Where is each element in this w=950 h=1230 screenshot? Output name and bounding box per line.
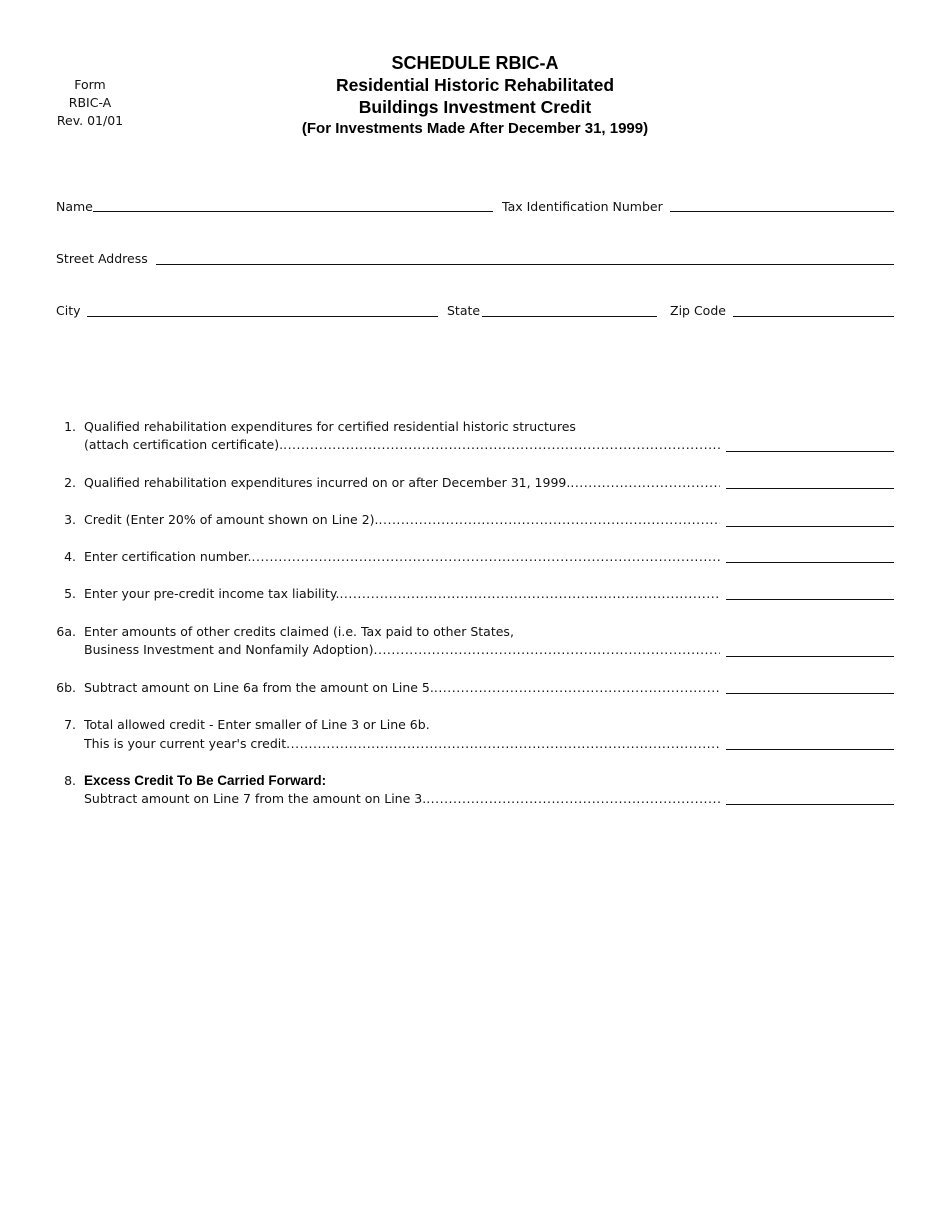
line-text-continued [84, 735, 720, 753]
line-text-row [84, 474, 720, 492]
line-number: 5. [64, 586, 76, 601]
form-title [230, 52, 720, 140]
line-text-second: This is your current year's credit [84, 736, 287, 751]
schedule-title: SCHEDULE RBIC-A [391, 53, 559, 73]
name-label: Name [56, 199, 93, 214]
line-text: Qualified rehabilitation expenditures for certified residential historic structures [84, 419, 576, 434]
line-2-amount-field[interactable] [726, 488, 894, 489]
city-field[interactable] [87, 316, 438, 317]
tin-field[interactable] [670, 211, 894, 212]
street-address-field[interactable] [156, 264, 894, 265]
line-text: Enter amounts of other credits claimed (i.e. Tax paid to other States, [84, 624, 514, 639]
excess-credit-heading: Excess Credit To Be Carried Forward: [84, 773, 327, 788]
form-identifier [50, 76, 130, 130]
name-field[interactable] [93, 211, 493, 212]
line-number: 7. [64, 717, 76, 732]
form-revision: Rev. 01/01 [56, 113, 124, 128]
line-text-second: (attach certification certificate). [84, 437, 284, 452]
line-text-row [84, 548, 720, 566]
line-text-continued [84, 641, 720, 659]
zip-code-field[interactable] [733, 316, 894, 317]
form-number: RBIC-A [68, 95, 112, 110]
state-label: State [447, 303, 481, 318]
line-7-amount-field[interactable] [726, 749, 894, 750]
line-text-second: Business Investment and Nonfamily Adoption) [84, 642, 374, 657]
line-1-amount-field[interactable] [726, 451, 894, 452]
title-line-2: Residential Historic Rehabilitated [335, 75, 615, 95]
dot-leader [426, 790, 720, 808]
dot-leader [434, 679, 720, 697]
line-text: Credit (Enter 20% of amount shown on Line 2). [84, 512, 379, 527]
line-4-certification-field[interactable] [726, 562, 894, 563]
street-address-label: Street Address [56, 251, 148, 266]
dot-leader [570, 474, 720, 492]
line-8-amount-field[interactable] [726, 804, 894, 805]
line-number: 6b. [56, 680, 76, 695]
title-line-3: Buildings Investment Credit [358, 97, 592, 117]
tin-label: Tax Identification Number [502, 199, 663, 214]
line-text: Total allowed credit - Enter smaller of Line 3 or Line 6b. [84, 717, 430, 732]
dot-leader [286, 735, 720, 753]
title-subtitle: (For Investments Made After December 31, 1999) [301, 120, 649, 137]
dot-leader [379, 511, 720, 529]
dot-leader [283, 436, 720, 454]
line-number: 2. [64, 475, 76, 490]
line-number: 4. [64, 549, 76, 564]
line-6a-amount-field[interactable] [726, 656, 894, 657]
line-text: Qualified rehabilitation expenditures incurred on or after December 31, 1999. [84, 475, 571, 490]
line-text-row [84, 511, 720, 529]
line-text-second: Subtract amount on Line 7 from the amount on Line 3. [84, 791, 427, 806]
city-label: City [56, 303, 81, 318]
line-text-continued [84, 790, 720, 808]
dot-leader [374, 641, 720, 659]
line-number: 3. [64, 512, 76, 527]
line-number: 1. [64, 419, 76, 434]
line-text-continued [84, 436, 720, 454]
line-text-row [84, 679, 720, 697]
line-number: 8. [64, 773, 76, 788]
dot-leader [339, 585, 720, 603]
line-5-amount-field[interactable] [726, 599, 894, 600]
line-number: 6a. [56, 624, 76, 639]
line-text: Enter your pre-credit income tax liability. [84, 586, 340, 601]
line-6b-amount-field[interactable] [726, 693, 894, 694]
line-3-amount-field[interactable] [726, 526, 894, 527]
line-text: Enter certification number. [84, 549, 252, 564]
line-text-row [84, 585, 720, 603]
zip-code-label: Zip Code [670, 303, 726, 318]
state-field[interactable] [482, 316, 657, 317]
line-text: Subtract amount on Line 6a from the amount on Line 5. [84, 680, 434, 695]
form-label: Form [74, 77, 106, 92]
dot-leader [252, 548, 720, 566]
